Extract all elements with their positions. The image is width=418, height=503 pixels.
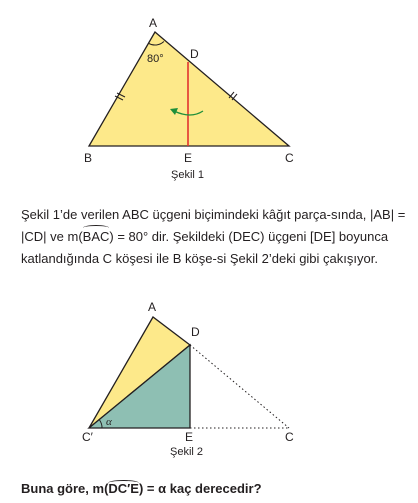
angle-bac-notation: BAC xyxy=(83,226,110,248)
figure-1-caption: Şekil 1 xyxy=(171,169,205,181)
problem-statement xyxy=(21,204,406,270)
vertex-c-prime-label: C′ xyxy=(82,430,93,444)
question-part1: Buna göre, m( xyxy=(21,481,109,496)
figure-2 xyxy=(0,298,418,468)
figure-1 xyxy=(0,0,418,200)
question-part2: ) = α kaç derecedir? xyxy=(138,481,262,496)
fig2-vertex-e-label: E xyxy=(185,430,194,444)
vertex-c-label: C xyxy=(285,151,294,165)
vertex-b-label: B xyxy=(84,151,93,165)
triangle-abc xyxy=(89,32,289,146)
angle-dce-notation: DC′E xyxy=(108,481,139,496)
question-text xyxy=(21,481,411,496)
fig2-vertex-d-label: D xyxy=(191,325,200,339)
problem-text-part2: ) = 80° dir. Şekildeki (DEC) üçgeni [DE] boyunca katlandığında C köşesi ile B köşe-si Şekil 2’deki gibi çakışıyor. xyxy=(21,229,389,266)
vertex-d-label: D xyxy=(190,47,199,61)
angle-alpha-label: α xyxy=(106,416,112,428)
vertex-a-label: A xyxy=(149,16,158,30)
fig2-vertex-c-label: C xyxy=(285,430,294,444)
problem-text-part1: Şekil 1’de verilen ABC üçgeni biçimindeki kâğıt parça-sında, |AB| = |CD| ve m( xyxy=(21,207,406,244)
figure-2-caption: Şekil 2 xyxy=(170,446,204,458)
angle-80-label: 80° xyxy=(147,53,164,65)
original-position-dotted xyxy=(190,345,289,428)
fig2-vertex-a-label: A xyxy=(148,300,157,314)
vertex-e-label: E xyxy=(184,151,193,165)
